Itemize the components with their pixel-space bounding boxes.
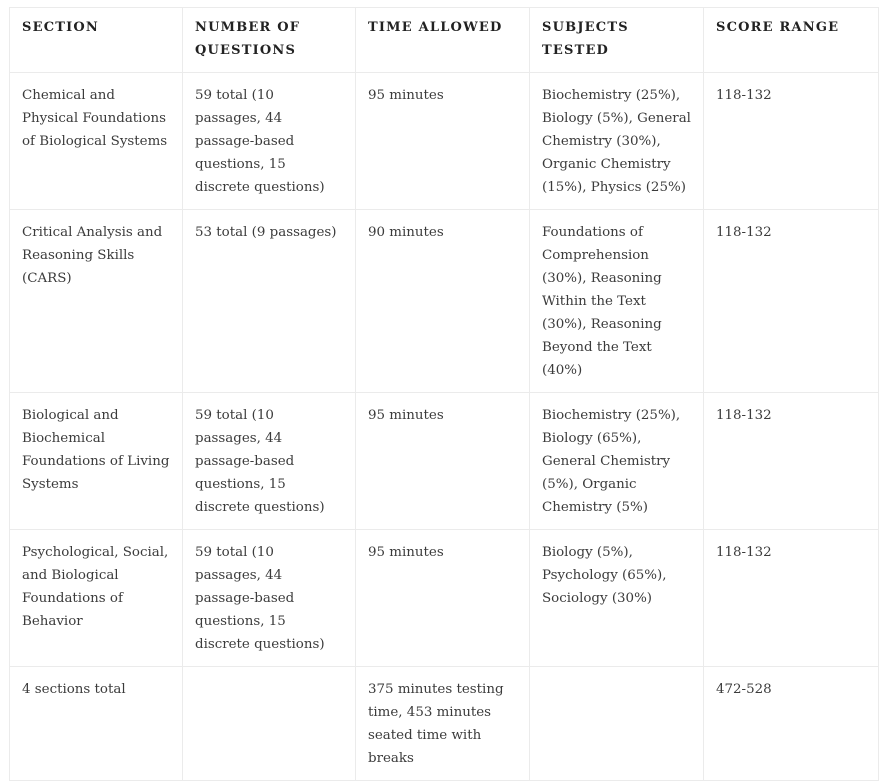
- cell-questions: 59 total (10 passages, 44 passage-based questions, 15 discrete questions): [183, 73, 356, 210]
- cell-score: 472-528: [704, 667, 879, 781]
- table-row: [10, 210, 879, 393]
- table-row: [10, 73, 879, 210]
- cell-section: Chemical and Physical Foundations of Biological Systems: [10, 73, 183, 210]
- header-section: SECTION: [10, 8, 183, 73]
- cell-score: 118-132: [704, 393, 879, 530]
- table-header-row: [10, 8, 879, 73]
- table-row: [10, 530, 879, 667]
- header-time-allowed: TIME ALLOWED: [356, 8, 530, 73]
- mcat-sections-table-container: [9, 7, 878, 781]
- cell-time: 95 minutes: [356, 393, 530, 530]
- cell-subjects: [530, 667, 704, 781]
- cell-questions: 59 total (10 passages, 44 passage-based questions, 15 discrete questions): [183, 530, 356, 667]
- table-row-total: [10, 667, 879, 781]
- cell-time: 375 minutes testing time, 453 minutes seated time with breaks: [356, 667, 530, 781]
- cell-score: 118-132: [704, 210, 879, 393]
- header-score-range: SCORE RANGE: [704, 8, 879, 73]
- cell-time: 90 minutes: [356, 210, 530, 393]
- cell-subjects: Foundations of Comprehension (30%), Reasoning Within the Text (30%), Reasoning Beyond the Text (40%): [530, 210, 704, 393]
- header-number-of-questions: NUMBER OF QUESTIONS: [183, 8, 356, 73]
- cell-section: Psychological, Social, and Biological Foundations of Behavior: [10, 530, 183, 667]
- cell-time: 95 minutes: [356, 530, 530, 667]
- cell-questions: 53 total (9 passages): [183, 210, 356, 393]
- cell-questions: 59 total (10 passages, 44 passage-based questions, 15 discrete questions): [183, 393, 356, 530]
- cell-score: 118-132: [704, 530, 879, 667]
- cell-subjects: Biology (5%), Psychology (65%), Sociology (30%): [530, 530, 704, 667]
- cell-section: Critical Analysis and Reasoning Skills (CARS): [10, 210, 183, 393]
- cell-subjects: Biochemistry (25%), Biology (65%), General Chemistry (5%), Organic Chemistry (5%): [530, 393, 704, 530]
- cell-questions: [183, 667, 356, 781]
- table-row: [10, 393, 879, 530]
- cell-score: 118-132: [704, 73, 879, 210]
- cell-section: Biological and Biochemical Foundations of Living Systems: [10, 393, 183, 530]
- cell-section: 4 sections total: [10, 667, 183, 781]
- mcat-sections-table: [9, 7, 879, 781]
- cell-subjects: Biochemistry (25%), Biology (5%), General Chemistry (30%), Organic Chemistry (15%), Physics (25%): [530, 73, 704, 210]
- header-subjects-tested: SUBJECTS TESTED: [530, 8, 704, 73]
- cell-time: 95 minutes: [356, 73, 530, 210]
